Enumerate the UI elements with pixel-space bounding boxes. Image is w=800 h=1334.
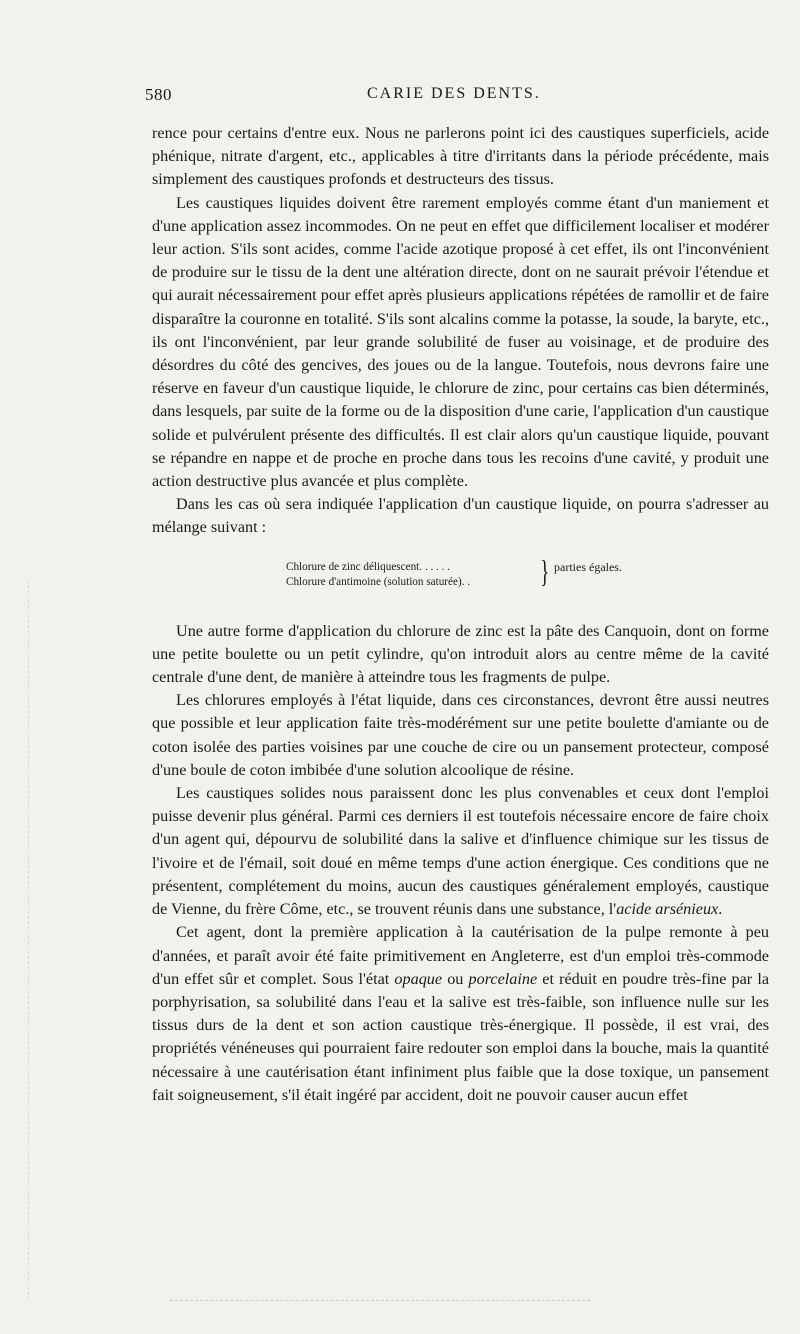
margin-marks	[28, 580, 43, 1300]
paragraph: rence pour certains d'entre eux. Nous ne parlerons point ici des caustiques superficiels, acide phénique, nitrate d'argent, etc., applicables à titre d'irritants dans la période précédente, mais simplement des caustiques profonds et destructeurs des tissus.	[152, 124, 769, 189]
body-text	[152, 122, 769, 1107]
text-run: .	[718, 900, 723, 919]
italic-term: opaque	[394, 969, 443, 988]
paragraph: Une autre forme d'application du chlorure de zinc est la pâte des Canquoin, dont on forme une petite boulette ou un petit cylindre, qu'on introduit alors au centre même de la cavité centrale d'une dent, de manière à atteindre tous les fragments de pulpe.	[152, 621, 769, 687]
page-header	[145, 85, 770, 111]
bottom-marks	[170, 1300, 590, 1303]
formula	[152, 552, 769, 596]
text-run: Les caustiques solides nous paraissent donc les plus convenables et ceux dont l'emploi puisse devenir plus général. Parmi ces derniers il est toutefois nécessaire encore de faire choix d'un agent qui, dépourvu de solubilité dans la salive et d'influence chimique sur les tissus de l'ivoire et de l'émail, soit doué en même temps d'une action énergique. Ces conditions que ne présentent, complétement du moins, aucun des caustiques généralement employés, caustique de Vienne, du frère Côme, etc., se trouvent réunis dans une substance, l'	[152, 784, 769, 919]
paragraph: Dans les cas où sera indiquée l'application d'un caustique liquide, on pourra s'adresser au mélange suivant :	[152, 495, 769, 537]
text-run: ou	[442, 969, 469, 988]
formula-line: Chlorure d'antimoine (solution saturée). .	[286, 575, 471, 588]
running-title: CARIE DES DENTS.	[367, 85, 541, 102]
formula-lines	[286, 560, 470, 590]
formula-line: Chlorure de zinc déliquescent. . . . . .	[286, 560, 451, 573]
text-run: Cet agent, dont la première application à la cautérisation de la pulpe remonte à peu d'années, et paraît avoir été faite primitivement en Angleterre, est d'un emploi très-commode d'un effet sûr et complet. Sous l'état	[152, 923, 769, 988]
formula-note: parties égales.	[554, 559, 622, 574]
text-run: et réduit en poudre très-fine par la porphyrisation, sa solubilité dans l'eau et la salive est très-faible, son influence nulle sur les tissus durs de la dent et son action caustique très-énergique. Il possède, il est vrai, des propriétés vénéneuses qui pourraient faire redouter son emploi dans la bouche, mais la quantité nécessaire à une cautérisation étant infiniment plus faible que la dose toxique, un pansement fait soigneusement, s'il était ingéré par accident, doit ne pouvoir causer aucun effet	[152, 969, 770, 1104]
paragraph: Les chlorures employés à l'état liquide, dans ces circonstances, devront être aussi neutres que possible et leur application faite très-modérément sur une petite boulette d'amiante ou de coton isolée des parties voisines par une couche de cire ou un pansement protecteur, composé d'une boule de coton imbibée d'une solution alcoolique de résine.	[152, 691, 769, 779]
page-number: 580	[145, 85, 172, 104]
paragraph	[152, 921, 769, 1107]
italic-term: acide arsénieux	[616, 900, 719, 919]
formula-brace: }	[540, 552, 550, 589]
italic-term: porcelaine	[468, 969, 538, 988]
paragraph	[152, 782, 769, 921]
paragraph: Les caustiques liquides doivent être rarement employés comme étant d'un maniement et d'une application assez incommodes. On ne peut en effet que difficilement localiser et modérer leur action. S'ils sont acides, comme l'acide azotique proposé à cet effet, ils ont l'inconvénient de produire sur le tissu de la dent une altération directe, dont on ne saurait prévoir l'étendue et qui aurait nécessairement pour effet après plusieurs applications répétées de ramollir et de faire disparaître la couronne en totalité. S'ils sont alcalins comme la potasse, la soude, la baryte, etc., ils ont l'inconvénient, par leur grande solubilité de fuser au voisinage, et de produire des désordres du côté des gencives, des joues ou de la langue. Toutefois, nous devrons faire une réserve en faveur d'un caustique liquide, le chlorure de zinc, pour certains cas bien déterminés, dans lesquels, par suite de la forme ou de la disposition d'une carie, l'application d'un caustique solide et pulvérulent présente des difficultés. Il est clair alors qu'un caustique liquide, pouvant se répandre en nappe et de proche en proche dans tous les recoins d'une cavité, y produit une action destructive plus avancée et plus complète.	[152, 193, 769, 491]
